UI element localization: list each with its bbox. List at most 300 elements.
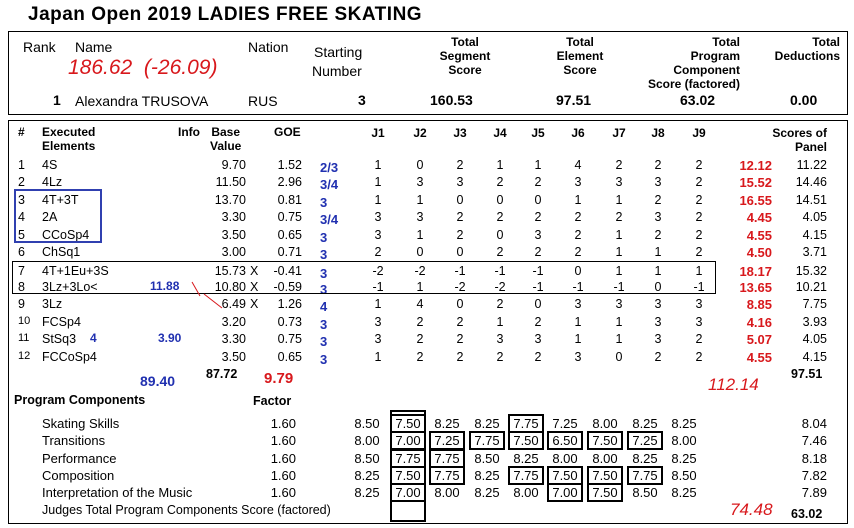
element-goe: 1.26 bbox=[277, 297, 302, 311]
element-code: 4S bbox=[42, 158, 58, 172]
judge-score: 0 bbox=[496, 228, 504, 242]
judge-score: 3 bbox=[654, 315, 662, 329]
component-judge-score: 8.25 bbox=[671, 451, 697, 466]
element-code: 4T+1Eu+3S bbox=[42, 264, 109, 278]
element-panel-score: 3.93 bbox=[802, 315, 827, 329]
judge-score: 0 bbox=[496, 193, 504, 207]
judge-score: 2 bbox=[496, 297, 504, 311]
judge-score: 2 bbox=[534, 175, 542, 189]
component-judge-score: 8.50 bbox=[354, 451, 380, 466]
judge-score: 3 bbox=[574, 350, 582, 364]
element-x-mark: X bbox=[250, 280, 259, 294]
pc-factor-header: Factor bbox=[253, 394, 292, 408]
slash-mark bbox=[200, 292, 230, 312]
judge-score: 2 bbox=[534, 245, 542, 259]
judge-score: 1 bbox=[496, 158, 504, 172]
element-goe: 0.75 bbox=[277, 210, 302, 224]
component-judge-score: 8.50 bbox=[632, 485, 658, 500]
element-number: 2 bbox=[18, 175, 25, 189]
component-panel-score: 8.18 bbox=[801, 451, 827, 466]
element-panel-score: 4.15 bbox=[802, 350, 827, 364]
element-code: 2A bbox=[42, 210, 58, 224]
judge-score: 2 bbox=[456, 332, 464, 346]
score-highlight-box bbox=[508, 466, 544, 485]
judge-score: 1 bbox=[416, 228, 424, 242]
judge-score: -1 bbox=[454, 264, 466, 278]
component-judge-score: 8.50 bbox=[474, 451, 500, 466]
component-factor: 1.60 bbox=[270, 485, 296, 500]
element-hand-level: 3/4 bbox=[320, 212, 339, 227]
element-code: FCCoSp4 bbox=[42, 350, 97, 364]
judge-score: -1 bbox=[693, 280, 705, 294]
component-judge-score: 8.25 bbox=[632, 416, 658, 431]
judge-score: 3 bbox=[416, 210, 424, 224]
tss-label: Total Segment Score bbox=[439, 35, 491, 77]
judge-score: 3 bbox=[695, 297, 703, 311]
score-highlight-box bbox=[627, 431, 663, 450]
element-hand-total: 12.12 bbox=[739, 158, 772, 173]
judge-score: 2 bbox=[695, 175, 703, 189]
element-base-value: 3.50 bbox=[221, 350, 246, 364]
component-panel-score: 7.82 bbox=[801, 468, 827, 483]
judge-header: J8 bbox=[651, 126, 665, 140]
element-hand-level: 3 bbox=[320, 230, 328, 245]
score-highlight-box bbox=[469, 431, 505, 450]
score-highlight-box bbox=[429, 431, 465, 450]
skater-start: 3 bbox=[358, 92, 366, 108]
judge-score: 0 bbox=[534, 297, 542, 311]
judge-score: 0 bbox=[574, 264, 582, 278]
judge-score: 4 bbox=[416, 297, 424, 311]
judge-score: -1 bbox=[494, 264, 506, 278]
score-highlight-box bbox=[587, 431, 623, 450]
elements-hand-total: 112.14 bbox=[708, 375, 759, 394]
judge-score: 1 bbox=[574, 332, 582, 346]
judge-score: 2 bbox=[615, 158, 623, 172]
judge-score: 1 bbox=[374, 350, 382, 364]
element-goe: 0.65 bbox=[277, 228, 302, 242]
judge-score: 3 bbox=[374, 210, 382, 224]
judge-score: -1 bbox=[372, 280, 384, 294]
judge-score: 2 bbox=[615, 210, 623, 224]
judge-score: 2 bbox=[695, 228, 703, 242]
element-base-value: 9.70 bbox=[221, 158, 246, 172]
element-code: CCoSp4 bbox=[42, 228, 90, 242]
element-base-value: 3.30 bbox=[221, 210, 246, 224]
component-judge-score: 8.25 bbox=[354, 485, 380, 500]
component-factor: 1.60 bbox=[270, 451, 296, 466]
element-hand-level: 3 bbox=[320, 195, 328, 210]
tes-label: Total Element Score bbox=[556, 35, 604, 77]
judge-score: 1 bbox=[695, 264, 703, 278]
stsq-bv-annotation: 3.90 bbox=[158, 331, 182, 345]
judge-score: 3 bbox=[695, 315, 703, 329]
bv-total: 87.72 bbox=[206, 367, 238, 381]
element-number: 1 bbox=[18, 158, 25, 172]
component-judge-score: 7.75 bbox=[513, 468, 539, 483]
element-number: 11 bbox=[18, 332, 30, 344]
judge-score: 3 bbox=[534, 228, 542, 242]
element-base-value: 3.30 bbox=[221, 332, 246, 346]
judge-header: J6 bbox=[571, 126, 585, 140]
component-panel-score: 8.04 bbox=[801, 416, 827, 431]
judge-score: -1 bbox=[532, 264, 544, 278]
judge-score: 1 bbox=[416, 193, 424, 207]
component-name: Skating Skills bbox=[42, 416, 120, 431]
name-label: Name bbox=[75, 39, 113, 55]
judge-header: J1 bbox=[371, 126, 385, 140]
component-judge-score: 7.00 bbox=[395, 485, 421, 500]
judge-score: 2 bbox=[695, 245, 703, 259]
component-judge-score: 7.50 bbox=[592, 433, 618, 448]
handwritten-total: 186.62 (-26.09) bbox=[68, 56, 218, 79]
element-hand-total: 4.16 bbox=[746, 315, 772, 330]
judge-score: 3 bbox=[374, 315, 382, 329]
judge-score: 1 bbox=[615, 332, 623, 346]
component-judge-score: 7.50 bbox=[552, 468, 578, 483]
component-panel-score: 7.46 bbox=[801, 433, 827, 448]
element-hand-total: 4.50 bbox=[746, 245, 772, 260]
component-judge-score: 7.50 bbox=[395, 416, 421, 431]
component-factor: 1.60 bbox=[270, 416, 296, 431]
judge-score: 3 bbox=[654, 332, 662, 346]
judge-score: 3 bbox=[654, 297, 662, 311]
component-judge-score: 8.00 bbox=[354, 433, 380, 448]
element-panel-score: 11.22 bbox=[796, 158, 827, 172]
element-x-mark: X bbox=[250, 264, 259, 278]
element-goe: -0.59 bbox=[273, 280, 302, 294]
bv-sum-annotation: 89.40 bbox=[140, 373, 176, 389]
judge-score: 2 bbox=[496, 175, 504, 189]
component-judge-score: 8.25 bbox=[474, 485, 500, 500]
component-factor: 1.60 bbox=[270, 433, 296, 448]
judge-score: 3 bbox=[374, 228, 382, 242]
goe-sum-annotation: 9.79 bbox=[264, 370, 294, 387]
judge-score: 1 bbox=[615, 315, 623, 329]
judge-score: 3 bbox=[416, 175, 424, 189]
j2-column-box bbox=[390, 410, 426, 522]
judge-score: 0 bbox=[416, 158, 424, 172]
element-group-box-7-8 bbox=[12, 261, 716, 294]
judge-score: 3 bbox=[496, 332, 504, 346]
pcs-hand-total: 74.48 bbox=[730, 500, 773, 519]
element-code: 4T+3T bbox=[42, 193, 79, 207]
judge-score: 1 bbox=[416, 280, 424, 294]
element-hand-total: 13.65 bbox=[739, 280, 772, 295]
component-judge-score: 7.25 bbox=[434, 433, 460, 448]
component-judge-score: 8.25 bbox=[474, 416, 500, 431]
component-judge-score: 7.75 bbox=[513, 416, 539, 431]
element-hand-total: 4.55 bbox=[746, 228, 772, 243]
element-hand-level: 3 bbox=[320, 317, 328, 332]
judge-score: 1 bbox=[615, 228, 623, 242]
judge-score: 3 bbox=[574, 175, 582, 189]
rank-label: Rank bbox=[23, 39, 56, 55]
judge-score: 2 bbox=[374, 245, 382, 259]
element-number: 3 bbox=[18, 193, 25, 207]
element-goe: 2.96 bbox=[277, 175, 302, 189]
element-panel-score: 14.51 bbox=[795, 193, 827, 207]
col-goe-header: GOE bbox=[274, 125, 301, 139]
judge-score: -2 bbox=[372, 264, 384, 278]
element-base-value: 3.50 bbox=[221, 228, 246, 242]
component-judge-score: 8.25 bbox=[513, 451, 539, 466]
component-judge-score: 8.25 bbox=[354, 468, 380, 483]
judge-score: 3 bbox=[456, 175, 464, 189]
component-judge-score: 8.25 bbox=[474, 468, 500, 483]
judge-header: J3 bbox=[453, 126, 467, 140]
judge-header: J2 bbox=[413, 126, 427, 140]
judge-score: 1 bbox=[374, 175, 382, 189]
judge-score: 0 bbox=[534, 193, 542, 207]
element-number: 6 bbox=[18, 245, 25, 259]
element-number: 4 bbox=[18, 210, 25, 224]
score-highlight-box bbox=[627, 466, 663, 485]
element-number: 9 bbox=[18, 297, 25, 311]
element-goe: -0.41 bbox=[273, 264, 302, 278]
element-hand-level: 3/4 bbox=[320, 177, 339, 192]
judge-score: 2 bbox=[456, 350, 464, 364]
component-judge-score: 6.50 bbox=[552, 433, 578, 448]
judge-score: -2 bbox=[414, 264, 426, 278]
component-judge-score: 8.00 bbox=[671, 433, 697, 448]
element-hand-level: 3 bbox=[320, 352, 328, 367]
element-hand-level: 3 bbox=[320, 282, 328, 297]
pc-header: Program Components bbox=[14, 393, 146, 407]
element-goe: 1.52 bbox=[277, 158, 302, 172]
component-judge-score: 8.00 bbox=[592, 451, 618, 466]
element-panel-score: 4.05 bbox=[802, 332, 827, 346]
judge-score: 2 bbox=[654, 193, 662, 207]
judge-score: 2 bbox=[456, 158, 464, 172]
element-code: ChSq1 bbox=[42, 245, 81, 259]
judge-score: 2 bbox=[695, 158, 703, 172]
judge-score: 3 bbox=[574, 297, 582, 311]
component-judge-score: 7.75 bbox=[434, 451, 460, 466]
skater-nation: RUS bbox=[248, 93, 278, 109]
judge-score: 2 bbox=[534, 210, 542, 224]
element-x-mark: X bbox=[250, 297, 259, 311]
judge-score: 1 bbox=[574, 315, 582, 329]
col-num-header: # bbox=[18, 125, 25, 139]
judge-score: 2 bbox=[496, 245, 504, 259]
component-judge-score: 7.75 bbox=[395, 451, 421, 466]
skater-tss: 160.53 bbox=[430, 92, 473, 108]
judge-score: 1 bbox=[374, 158, 382, 172]
component-judge-score: 8.00 bbox=[592, 416, 618, 431]
judge-score: 1 bbox=[496, 315, 504, 329]
judge-score: 3 bbox=[374, 332, 382, 346]
judge-score: 0 bbox=[456, 193, 464, 207]
page-title: Japan Open 2019 LADIES FREE SKATING bbox=[28, 4, 423, 25]
judge-score: 2 bbox=[654, 350, 662, 364]
component-judge-score: 7.50 bbox=[395, 468, 421, 483]
judge-score: 2 bbox=[496, 350, 504, 364]
starting-label-2: Number bbox=[312, 63, 362, 79]
judge-score: 1 bbox=[654, 264, 662, 278]
judge-score: -1 bbox=[572, 280, 584, 294]
judge-score: 2 bbox=[695, 210, 703, 224]
judge-score: 2 bbox=[456, 210, 464, 224]
component-judge-score: 7.75 bbox=[632, 468, 658, 483]
element-base-value: 3.00 bbox=[221, 245, 246, 259]
element-hand-total: 16.55 bbox=[739, 193, 772, 208]
ded-label: Total Deductions bbox=[774, 35, 840, 63]
skater-pcs: 63.02 bbox=[680, 92, 716, 108]
judge-header: J4 bbox=[493, 126, 507, 140]
component-judge-score: 8.25 bbox=[671, 485, 697, 500]
judge-score: -1 bbox=[532, 280, 544, 294]
component-judge-score: 7.50 bbox=[592, 468, 618, 483]
element-goe: 0.73 bbox=[277, 315, 302, 329]
component-judge-score: 7.75 bbox=[474, 433, 500, 448]
element-hand-level: 3 bbox=[320, 247, 328, 262]
pcs-total: 63.02 bbox=[791, 507, 823, 521]
element-panel-score: 4.15 bbox=[802, 228, 827, 242]
element-number: 5 bbox=[18, 228, 25, 242]
element-code: 3Lz bbox=[42, 297, 63, 311]
component-judge-score: 7.50 bbox=[513, 433, 539, 448]
judge-score: 3 bbox=[615, 297, 623, 311]
component-panel-score: 7.89 bbox=[801, 485, 827, 500]
score-highlight-box bbox=[547, 431, 583, 450]
element-number: 12 bbox=[18, 350, 31, 362]
stsq-level-annotation: 4 bbox=[90, 331, 97, 345]
score-highlight-box bbox=[587, 483, 623, 502]
judge-score: 1 bbox=[615, 193, 623, 207]
component-judge-score: 8.50 bbox=[354, 416, 380, 431]
element-goe: 0.75 bbox=[277, 332, 302, 346]
element-goe: 0.71 bbox=[277, 245, 302, 259]
component-judge-score: 8.25 bbox=[671, 416, 697, 431]
skater-name: Alexandra TRUSOVA bbox=[75, 93, 209, 109]
element-number: 8 bbox=[18, 280, 25, 294]
judge-score: 3 bbox=[534, 332, 542, 346]
element-panel-score: 7.75 bbox=[802, 297, 827, 311]
element-base-value: 3.20 bbox=[221, 315, 246, 329]
element-base-value: 6.49 bbox=[221, 297, 246, 311]
element-number: 10 bbox=[18, 315, 31, 327]
skater-rank: 1 bbox=[53, 92, 61, 108]
element-hand-total: 4.45 bbox=[746, 210, 772, 225]
starting-label-1: Starting bbox=[314, 44, 363, 60]
element-hand-total: 18.17 bbox=[739, 264, 772, 279]
score-highlight-box bbox=[547, 483, 583, 502]
judge-score: 1 bbox=[374, 193, 382, 207]
judge-score: 2 bbox=[496, 210, 504, 224]
component-judge-score: 8.50 bbox=[671, 468, 697, 483]
component-judge-score: 7.75 bbox=[434, 468, 460, 483]
judge-score: 2 bbox=[456, 228, 464, 242]
judge-score: 2 bbox=[574, 210, 582, 224]
component-judge-score: 7.50 bbox=[592, 485, 618, 500]
element-goe: 0.65 bbox=[277, 350, 302, 364]
nation-label: Nation bbox=[248, 39, 289, 55]
component-name: Performance bbox=[42, 451, 117, 466]
component-judge-score: 8.00 bbox=[552, 451, 578, 466]
element-hand-total: 4.55 bbox=[746, 350, 772, 365]
col-bv-header: Base Value bbox=[210, 125, 242, 153]
judge-score: 1 bbox=[615, 245, 623, 259]
judge-score: 2 bbox=[574, 245, 582, 259]
score-highlight-box bbox=[429, 466, 465, 485]
judge-score: -1 bbox=[613, 280, 625, 294]
element-code: 3Lz+3Lo< bbox=[42, 280, 98, 294]
element-hand-total: 15.52 bbox=[739, 175, 772, 190]
element-panel-score: 14.46 bbox=[795, 175, 827, 189]
judge-score: 3 bbox=[654, 210, 662, 224]
judge-score: 2 bbox=[695, 193, 703, 207]
judge-score: 2 bbox=[534, 350, 542, 364]
second-half-annotation: 11.88 bbox=[150, 279, 180, 293]
component-factor: 1.60 bbox=[270, 468, 296, 483]
element-code: StSq3 bbox=[42, 332, 77, 346]
judge-score: -2 bbox=[494, 280, 506, 294]
component-judge-score: 8.25 bbox=[632, 451, 658, 466]
element-base-value: 15.73 bbox=[214, 264, 246, 278]
judge-score: 1 bbox=[654, 245, 662, 259]
judge-score: 1 bbox=[574, 193, 582, 207]
judge-score: 0 bbox=[615, 350, 623, 364]
element-hand-total: 5.07 bbox=[746, 332, 772, 347]
element-hand-level: 3 bbox=[320, 266, 328, 281]
score-highlight-box bbox=[508, 431, 544, 450]
element-panel-score: 3.71 bbox=[802, 245, 827, 259]
judge-score: 0 bbox=[654, 280, 662, 294]
pcs-total-label: Judges Total Program Components Score (factored) bbox=[42, 503, 331, 517]
judge-score: 2 bbox=[695, 350, 703, 364]
component-name: Interpretation of the Music bbox=[42, 485, 193, 500]
element-hand-total: 8.85 bbox=[746, 297, 772, 312]
tes-total: 97.51 bbox=[791, 367, 823, 381]
judge-score: 1 bbox=[534, 158, 542, 172]
judge-score: 2 bbox=[416, 315, 424, 329]
judge-score: 2 bbox=[416, 332, 424, 346]
component-judge-score: 8.00 bbox=[434, 485, 460, 500]
judge-score: 1 bbox=[374, 297, 382, 311]
judge-score: 0 bbox=[456, 245, 464, 259]
judge-header: J5 bbox=[531, 126, 545, 140]
element-group-box-3-5 bbox=[14, 189, 102, 243]
judge-score: 4 bbox=[574, 158, 582, 172]
element-base-value: 11.50 bbox=[215, 175, 246, 189]
judge-score: 2 bbox=[574, 228, 582, 242]
component-judge-score: 7.25 bbox=[632, 433, 658, 448]
skater-tes: 97.51 bbox=[556, 92, 592, 108]
element-panel-score: 4.05 bbox=[802, 210, 827, 224]
element-hand-level: 4 bbox=[320, 299, 328, 314]
judge-score: 2 bbox=[456, 315, 464, 329]
judge-score: 0 bbox=[416, 245, 424, 259]
component-judge-score: 8.25 bbox=[434, 416, 460, 431]
element-number: 7 bbox=[18, 264, 25, 278]
element-code: FCSp4 bbox=[42, 315, 81, 329]
judge-header: J7 bbox=[612, 126, 626, 140]
judge-score: 3 bbox=[654, 175, 662, 189]
judge-score: 2 bbox=[695, 332, 703, 346]
judge-score: 2 bbox=[534, 315, 542, 329]
component-name: Transitions bbox=[42, 433, 106, 448]
element-hand-level: 2/3 bbox=[320, 160, 339, 175]
element-goe: 0.81 bbox=[277, 193, 302, 207]
judge-score: 0 bbox=[456, 297, 464, 311]
pcs-label: Total Program Component Score (factored) bbox=[647, 35, 740, 91]
component-judge-score: 7.25 bbox=[552, 416, 578, 431]
col-scores-header: Scores of Panel bbox=[772, 126, 827, 154]
component-name: Composition bbox=[42, 468, 115, 483]
col-exec-header: Executed Elements bbox=[42, 125, 96, 153]
component-judge-score: 7.00 bbox=[552, 485, 578, 500]
